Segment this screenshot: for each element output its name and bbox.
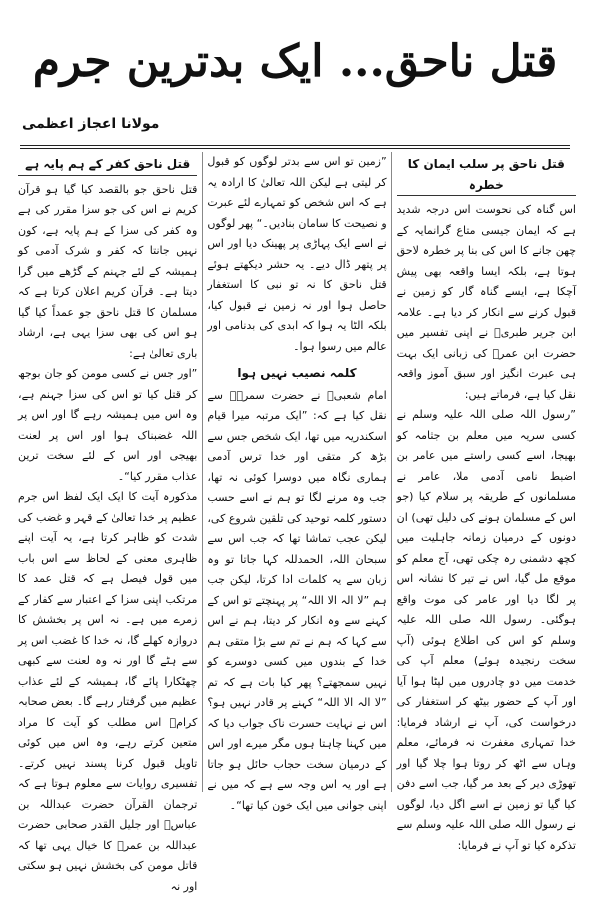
column-right xyxy=(396,152,576,852)
section-heading-iman: قتل ناحق پر سلب ایمان کا خطرہ xyxy=(397,154,576,196)
quran-quote: ”اور جس نے کسی مومن کو جان بوجھ کر قتل کیا تو اس کی سزا جہنم ہے، وہ اس میں ہمیشہ رہے گا اور اس پر اللہ غضبناک ہوا اور اس پر لعنت بھیجی اور اس کے لئے سخت ترین عذاب مقرر کیا“۔ xyxy=(18,367,198,483)
section-heading-kufr: قتل ناحق کفر کے ہم پایہ ہے xyxy=(18,154,197,176)
paragraph: امام شعبیؒ نے حضرت سمرہؓ سے نقل کیا ہے کہ: ”ایک مرتبہ میرا قیام اسکندریہ میں تھا، ایک شخص جس سے بڑھ کر متقی اور خدا ترس آدمی ہماری نگاہ میں دوسرا کوئی نہ تھا، جب وہ مرنے لگا تو ہم نے اسے حسب دستور کلمہ توحید کی تلقین شروع کی، لیکن عجب تماشا تھا کہ جب اس سے سبحان اللہ، الحمدللہ کہا جاتا تو وہ زبان سے یہ کلمات ادا کرتا، لیکن جب ہم ”لا الہ الا اللہ“ پر پہنچتے تو اس کے کہنے سے وہ انکار کر دیتا، ہم نے اس سے کہا کہ ہم نے تم سے بڑا متقی ہم خدا کے بندوں میں کسی دوسرے کو نہیں سمجھتے؟ پھر کیا بات ہے کہ تم ”لا الہ الا اللہ“ کہنے پر قادر نہیں ہو؟ اس نے نہایت حسرت ناک جواب دیا کہ میں کہنا چاہتا ہوں مگر میرے اور اس کے درمیان سخت حجاب حائل ہو جاتا ہے اور یہ اس وجہ سے ہے کہ میں نے اپنی جوانی میں ایک خون کیا تھا“۔ xyxy=(207,388,387,812)
header-rule-secondary xyxy=(20,148,570,149)
article-title: قتل ناحق... ایک بدترین جرم xyxy=(32,36,558,87)
paragraph: قتل ناحق جو بالقصد کیا گیا ہو قرآن کریم نے اس کی جو سزا مقرر کی ہے وہ کفر کی سزا کے ہم پایہ ہے، کون نہیں جانتا کہ کفر و شرک آدمی کو ہمیشہ کے لئے جہنم کے گڑھے میں گرا دیتا ہے۔ قرآن کریم اعلان کرتا ہے کہ مسلمان کا قتل ناحق جو عمداً کیا گیا ہو اس کی بھی سزا یہی ہے، ارشاد باری تعالیٰ ہے: xyxy=(18,182,198,360)
section-heading-kalima: کلمہ نصیب نہیں ہوا xyxy=(237,366,357,380)
header-rule xyxy=(20,145,570,146)
paragraph: اس گناہ کی نحوست اس درجہ شدید ہے کہ ایمان جیسی متاع گرانمایہ کے چھن جانے کا اس کی بنا پر خطرہ لاحق ہوتا ہے، بلکہ ایسا واقعہ بھی پیش آچکا ہے، ایسے گناہ گار کو زمین نے قبول کرنے سے انکار کر دیا ہے۔ علامہ ابن جریر طبریؒ نے اپنی تفسیر میں حضرت ابن عمرؓ کی زبانی ایک بہت ہی عبرت انگیز اور سبق آموز واقعہ نقل کیا ہے، فرماتے ہیں: xyxy=(396,203,576,401)
column-left xyxy=(18,152,198,893)
column-middle xyxy=(207,152,387,812)
paragraph: ”زمین تو اس سے بدتر لوگوں کو قبول کر لیتی ہے لیکن اللہ تعالیٰ کا ارادہ یہ ہے کہ اس شخص کو تمہارے لئے عبرت و نصیحت کا سامان بنادیں۔“ پھر لوگوں نے اسے ایک پہاڑی پر پھینک دیا اور اس پر پتھر ڈال دیے۔ یہ حشر دیکھتے ہوئے قتل ناحق کا نہ تو نبی کا استغفار حاصل ہوا اور نہ زمین نے قبول کیا، بلکہ الٹا یہ ہوا کہ ابدی کی بدنامی اور عالم میں رسوا ہوا۔ xyxy=(207,155,387,353)
paragraph: مذکورہ آیت کا ایک ایک لفظ اس جرم عظیم پر خدا تعالیٰ کے قہر و غضب کی شدت کو ظاہر کرتا ہے، یہ آیت اپنے ظاہری معنی کے لحاظ سے اس باب میں قول فیصل ہے کہ قتل عمد کا مرتکب اپنی سزا کے اعتبار سے کفار کے زمرے میں ہے۔ نہ اس پر بخشش کا دروازہ کھلے گا، نہ خدا کا غضب اس پر سے ہٹے گا اور نہ وہ لعنت سے کبھی چھٹکارا پائے گا، ہمیشہ کے لئے عذاب عظیم میں گرفتار رہے گا۔ بعض صحابہ کرامؓ اس مطلب کو آیت کا مراد متعین کرتے رہے، وہ اس میں کوئی تاویل قبول کرنا پسند نہیں کرتے۔ تفسیری روایات سے معلوم ہوتا ہے کہ ترجمان القرآن حضرت عبداللہ بن عباسؓ اور جلیل القدر صحابی حضرت عبداللہ بن عمرؓ کا خیال یہی تھا کہ قاتل مومن کی بخشش نہیں ہو سکتی اور نہ xyxy=(18,490,198,893)
paragraph: ”رسول اللہ صلی اللہ علیہ وسلم نے کسی سریہ میں معلم بن جثامہ کو بھیجا، اسے کسی راستے میں عامر بن اضبط نامی آدمی ملا، عامر نے مسلمانوں کے طریقہ پر سلام کیا (جو اس کے مسلمان ہونے کی دلیل تھی) ان دونوں کے درمیان زمانہ جاہلیت میں کچھ دشمنی رہ چکی تھی، آج معلم کو موقع مل گیا، اس نے تیر کا نشانہ اس پر لگا دیا اور عامر کی موت واقع ہوگئی۔ رسول اللہ صلی اللہ علیہ وسلم کو اس کی اطلاع ہوئی (آپ سخت رنجیدہ ہوئے) معلم آپ کی خدمت میں دو چادروں میں لپٹا ہوا آیا اور آپ کے حضور بیٹھ کر استغفار کی درخواست کی، آپ نے ارشاد فرمایا: خدا تمہاری مغفرت نہ فرمائے، معلم وہاں سے اٹھ کر روتا ہوا چلا گیا اور تھوڑی دیر کے بعد مر گیا، جب اسے دفن کیا گیا تو زمین نے اسے اگل دیا، لوگوں نے رسول اللہ صلی اللہ علیہ وسلم سے تذکرہ کیا تو آپ نے فرمایا: xyxy=(396,408,576,852)
author-byline: مولانا اعجاز اعظمی xyxy=(22,116,160,132)
article-columns xyxy=(18,152,576,893)
